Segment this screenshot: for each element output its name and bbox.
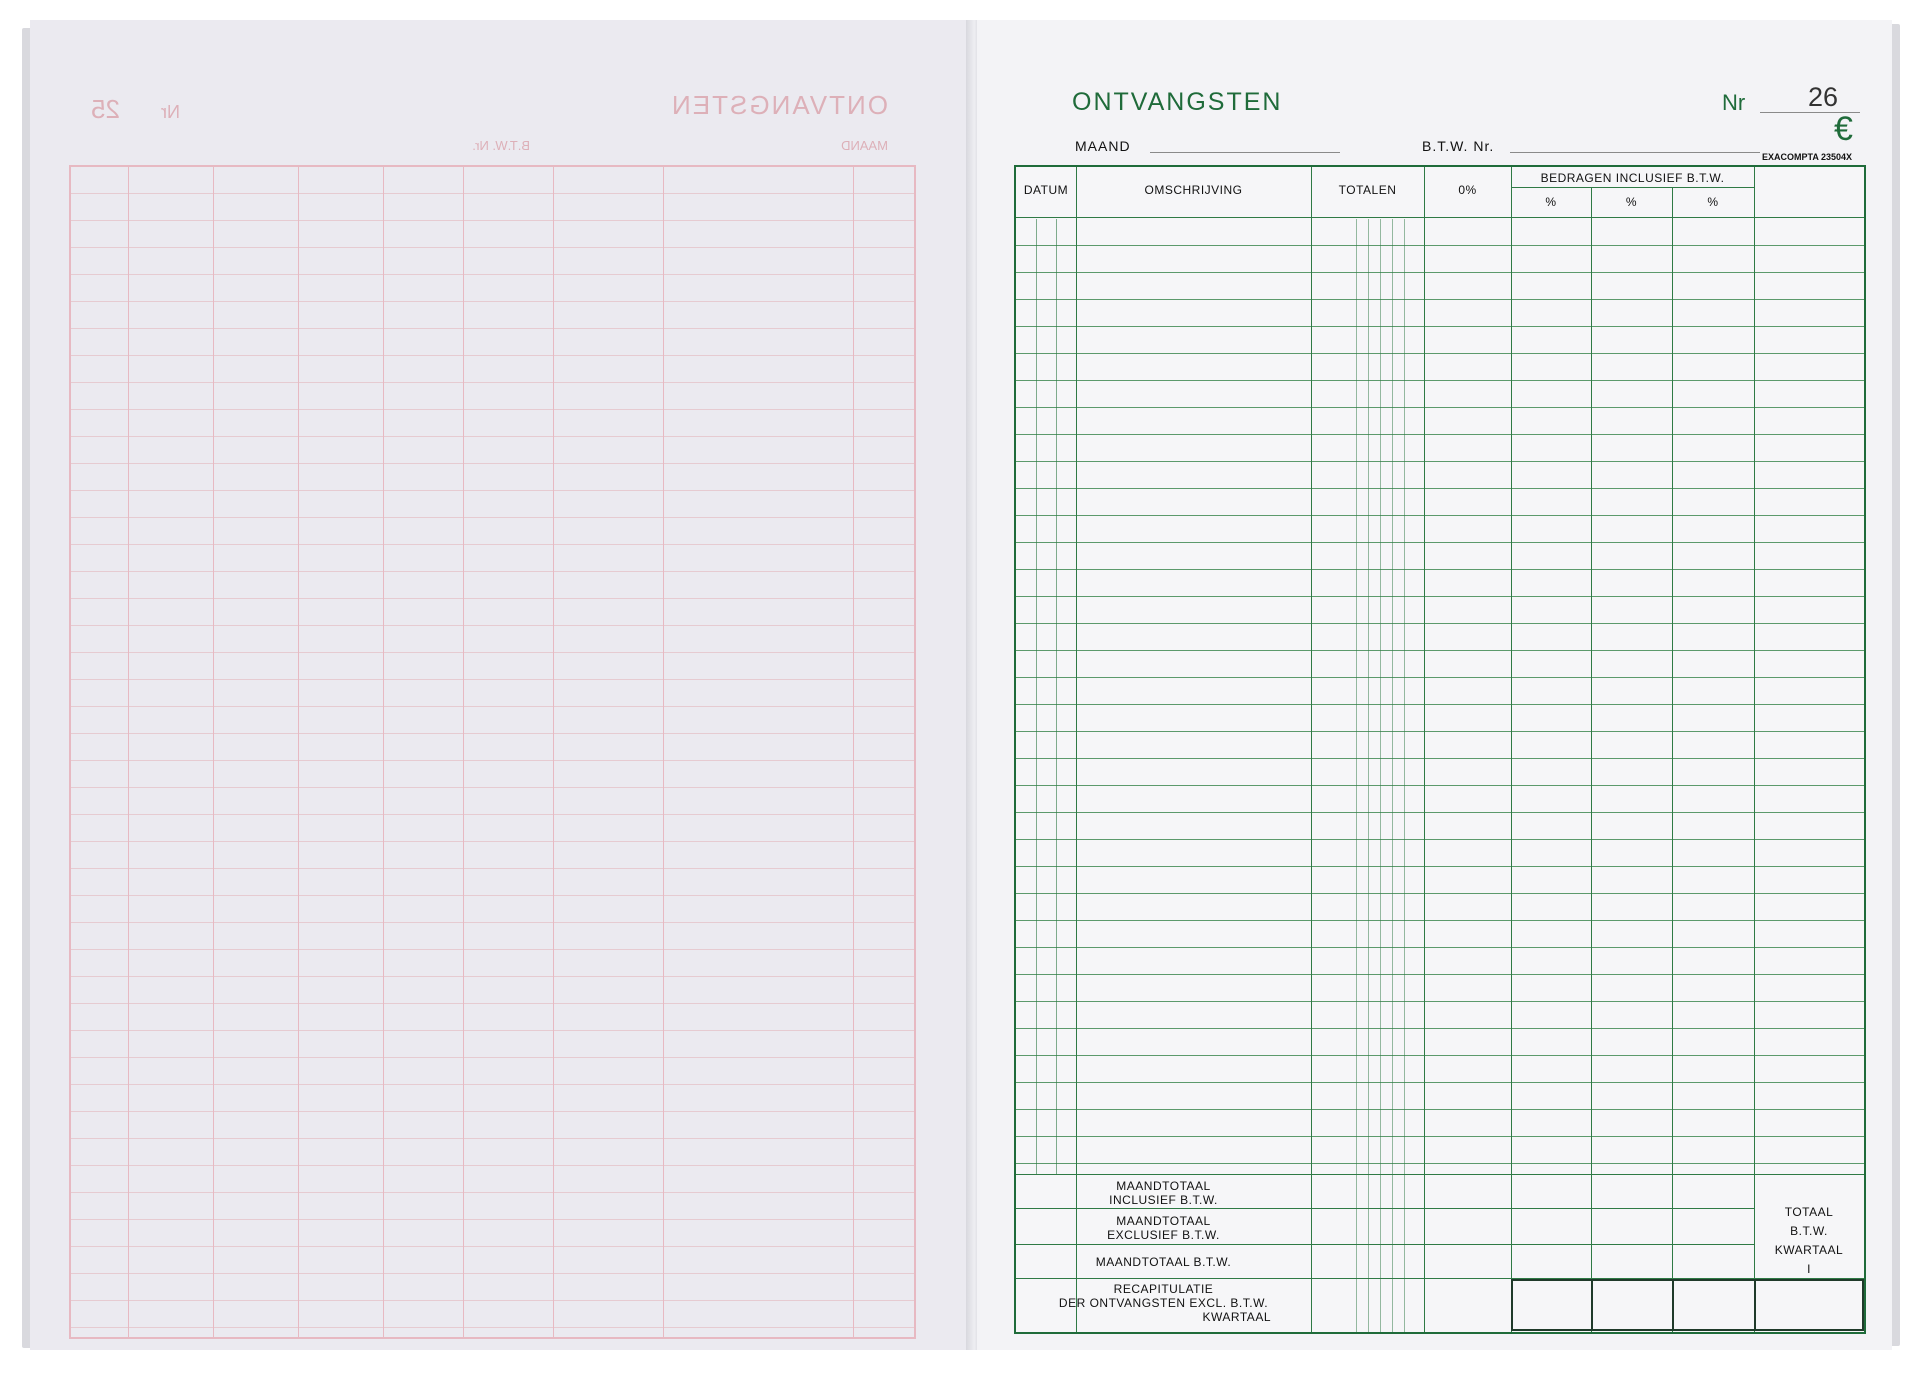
header-bedragen: BEDRAGEN INCLUSIEF B.T.W. xyxy=(1540,171,1725,185)
footer-totaal-line1: TOTAAL xyxy=(1784,1205,1834,1219)
footer-totaal-line4: I xyxy=(1807,1262,1811,1276)
euro-symbol: € xyxy=(1834,110,1853,148)
header-percent-1: % xyxy=(1545,195,1557,209)
page-number: 26 xyxy=(1808,82,1839,112)
recap-box-4 xyxy=(1754,1279,1864,1331)
left-page xyxy=(30,20,970,1350)
mirrored-ledger-ghost xyxy=(30,20,970,1350)
ghost-nr-label: Nr xyxy=(161,102,180,122)
page-title: ONTVANGSTEN xyxy=(1072,88,1283,116)
footer-maandtotaal-excl-line2: EXCLUSIEF B.T.W. xyxy=(1107,1228,1220,1242)
footer-recap-line2: DER ONTVANGSTEN EXCL. B.T.W. xyxy=(1058,1296,1269,1310)
footer-totaal-line3: KWARTAAL xyxy=(1774,1243,1844,1257)
recap-box-2 xyxy=(1591,1279,1674,1331)
ghost-grid xyxy=(69,165,916,1339)
ghost-page-number: 25 xyxy=(91,94,120,124)
nr-label: Nr xyxy=(1722,90,1746,115)
ghost-maand-label: MAAND xyxy=(841,138,888,153)
ruled-rows xyxy=(1016,219,1864,1174)
footer-maandtotaal-btw: MAANDTOTAAL B.T.W. xyxy=(1095,1255,1232,1269)
header-omschrijving: OMSCHRIJVING xyxy=(1144,183,1243,197)
ghost-btw-label: B.T.W. Nr. xyxy=(472,138,530,153)
recap-box-3 xyxy=(1672,1279,1756,1331)
header-totalen: TOTALEN xyxy=(1338,183,1397,197)
ghost-title: ONTVANGSTEN xyxy=(670,90,888,120)
maand-label: MAAND xyxy=(1075,138,1131,154)
footer-maandtotaal-incl-line2: INCLUSIEF B.T.W. xyxy=(1109,1193,1218,1207)
footer-maandtotaal-incl xyxy=(1016,1179,1311,1207)
footer-maandtotaal-excl-line1: MAANDTOTAAL xyxy=(1116,1214,1211,1228)
header-percent-2: % xyxy=(1625,195,1638,209)
ledger-table xyxy=(1014,165,1866,1334)
btw-number-label: B.T.W. Nr. xyxy=(1422,138,1495,154)
header-datum: DATUM xyxy=(1023,183,1069,197)
footer-recap-line1: RECAPITULATIE xyxy=(1113,1282,1214,1296)
btw-field-line xyxy=(1510,152,1760,153)
header-percent-3: % xyxy=(1707,195,1719,209)
maand-field-line xyxy=(1150,152,1340,153)
footer-totaal-btw-kwartaal xyxy=(1754,1203,1864,1279)
footer-recap-line3: KWARTAAL xyxy=(1202,1310,1271,1324)
header-zero-percent: 0% xyxy=(1458,183,1477,197)
footer-recapitulatie xyxy=(1016,1282,1311,1324)
product-code: EXACOMPTA 23504X xyxy=(1762,152,1853,162)
recap-box-1 xyxy=(1511,1279,1593,1331)
footer-maandtotaal-incl-line1: MAANDTOTAAL xyxy=(1116,1179,1211,1193)
footer-totaal-line2: B.T.W. xyxy=(1790,1224,1828,1238)
footer-maandtotaal-excl xyxy=(1016,1214,1311,1242)
